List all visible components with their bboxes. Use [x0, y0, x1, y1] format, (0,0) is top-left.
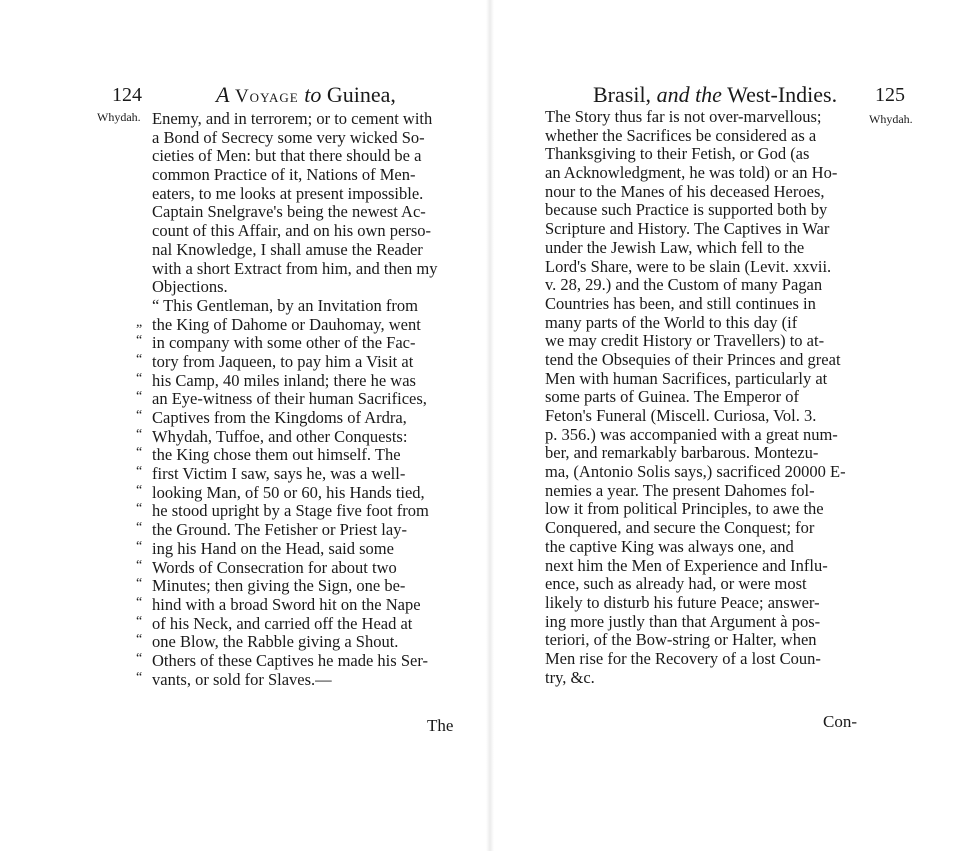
text-line: “ first Victim I saw, says he, was a well- [136, 464, 406, 484]
text-line: Captain Snelgrave's being the newest Ac- [152, 202, 426, 222]
text-line: “ an Eye-witness of their human Sacrifices, [136, 389, 427, 409]
text-line: “ in company with some other of the Fac- [136, 333, 416, 353]
text-line: Feton's Funeral (Miscell. Curiosa, Vol. 3. [545, 406, 817, 425]
running-head-left [216, 82, 396, 108]
right-body-text [545, 108, 846, 687]
text-line: nour to the Manes of his deceased Heroes, [545, 181, 825, 201]
text-line: “ Words of Consecration for about two [136, 557, 397, 577]
text-line: a Bond of Secrecy some very wicked So- [152, 127, 425, 147]
running-head-west-indies: West-Indies. [727, 82, 838, 107]
text-line: many parts of the World to this day (if [545, 312, 798, 332]
text-line: Conquered, and secure the Conquest; for [545, 518, 815, 538]
text-line: “ This Gentleman, by an Invitation from [152, 295, 418, 315]
text-line: some parts of Guinea. The Emperor of [545, 387, 799, 407]
text-line: ber, and remarkably barbarous. Montezu- [545, 443, 819, 463]
text-line: nal Knowledge, I shall amuse the Reader [152, 239, 423, 259]
page-number-right: 125 [875, 84, 905, 106]
text-line: “ he stood upright by a Stage five foot from [136, 501, 429, 521]
text-line: try, &c. [545, 667, 595, 687]
text-line: The Story thus far is not over-marvellous; [545, 107, 822, 126]
text-line: “ the Ground. The Fetisher or Priest lay- [136, 520, 407, 540]
text-line: count of this Affair, and on his own perso- [152, 221, 432, 241]
text-line: an Acknowledgment, he was told) or an Ho- [545, 163, 838, 183]
text-line: Thanksgiving to their Fetish, or God (as [545, 144, 810, 164]
catchword-right: Con- [823, 712, 857, 731]
text-line: next him the Men of Experience and Influ- [545, 555, 828, 575]
text-line: ma, (Antonio Solis says,) sacrificed 20000 E- [545, 462, 846, 482]
text-line: “ one Blow, the Rabble giving a Shout. [136, 632, 399, 652]
text-line: Scripture and History. The Captives in War [545, 219, 830, 239]
running-head-guinea: Guinea, [326, 82, 396, 107]
right-page [490, 0, 980, 851]
text-line: “ Minutes; then giving the Sign, one be- [136, 576, 406, 596]
text-line: “ looking Man, of 50 or 60, his Hands tied, [136, 482, 425, 502]
text-line: likely to disturb his future Peace; answer- [545, 592, 820, 612]
text-line: “ vants, or sold for Slaves.— [136, 669, 332, 689]
running-head-to: to [304, 82, 322, 107]
text-line: „ the King of Dahome or Dauhomay, went [136, 314, 421, 334]
margin-note-left: Whydah. [97, 110, 141, 124]
text-line: tend the Obsequies of their Princes and great [545, 349, 841, 369]
text-line: Enemy, and in terrorem; or to cement with [152, 109, 433, 128]
text-line: nemies a year. The present Dahomes fol- [545, 480, 815, 500]
text-line: “ tory from Jaqueen, to pay him a Visit at [136, 351, 414, 371]
text-line: we may credit History or Travellers) to at- [545, 331, 825, 351]
catchword-left: The [427, 716, 454, 735]
text-line: with a short Extract from him, and then my [152, 258, 438, 278]
text-line: “ of his Neck, and carried off the Head at [136, 613, 413, 633]
text-line: under the Jewish Law, which fell to the [545, 237, 805, 257]
text-line: ence, such as already had, or were most [545, 574, 807, 594]
page-number-left: 124 [112, 84, 142, 106]
text-line: the captive King was always one, and [545, 536, 794, 556]
text-line: eaters, to me looks at present impossible. [152, 183, 424, 203]
text-line: ing more justly than that Argument à pos- [545, 611, 821, 631]
text-line: p. 356.) was accompanied with a great num- [545, 424, 838, 444]
text-line: Lord's Share, were to be slain (Levit. xxvii. [545, 256, 832, 276]
running-head-a: A [216, 82, 230, 107]
text-line: “ Others of these Captives he made his Ser- [136, 650, 428, 670]
text-line: because such Practice is supported both by [545, 200, 828, 220]
text-line: “ his Camp, 40 miles inland; there he was [136, 370, 416, 390]
running-head-voyage: Voyage [234, 86, 299, 107]
running-head-brasil: Brasil, [593, 82, 652, 107]
left-body-text [136, 109, 438, 689]
text-line: “ the King chose them out himself. The [136, 445, 401, 465]
running-head-right [593, 82, 837, 108]
text-line: Objections. [152, 277, 228, 297]
text-line: Men with human Sacrifices, particularly at [545, 368, 828, 388]
text-line: low it from political Principles, to awe the [545, 499, 824, 519]
text-line: “ Whydah, Tuffoe, and other Conquests: [136, 426, 408, 446]
text-line: Men rise for the Recovery of a lost Coun- [545, 648, 821, 668]
text-line: “ Captives from the Kingdoms of Ardra, [136, 408, 407, 427]
margin-note-right: Whydah. [869, 112, 913, 126]
text-line: v. 28, 29.) and the Custom of many Pagan [545, 275, 823, 295]
running-head-and-the: and the [656, 82, 722, 107]
text-line: cieties of Men: but that there should be a [152, 146, 422, 166]
text-line: common Practice of it, Nations of Men- [152, 165, 416, 185]
text-line: teriori, of the Bow-string or Halter, when [545, 630, 817, 650]
text-line: whether the Sacrifices be considered as a [545, 125, 817, 145]
text-line: “ hind with a broad Sword hit on the Nape [136, 594, 421, 614]
text-line: Countries has been, and still continues in [545, 293, 816, 313]
text-line: “ ing his Hand on the Head, said some [136, 538, 394, 558]
